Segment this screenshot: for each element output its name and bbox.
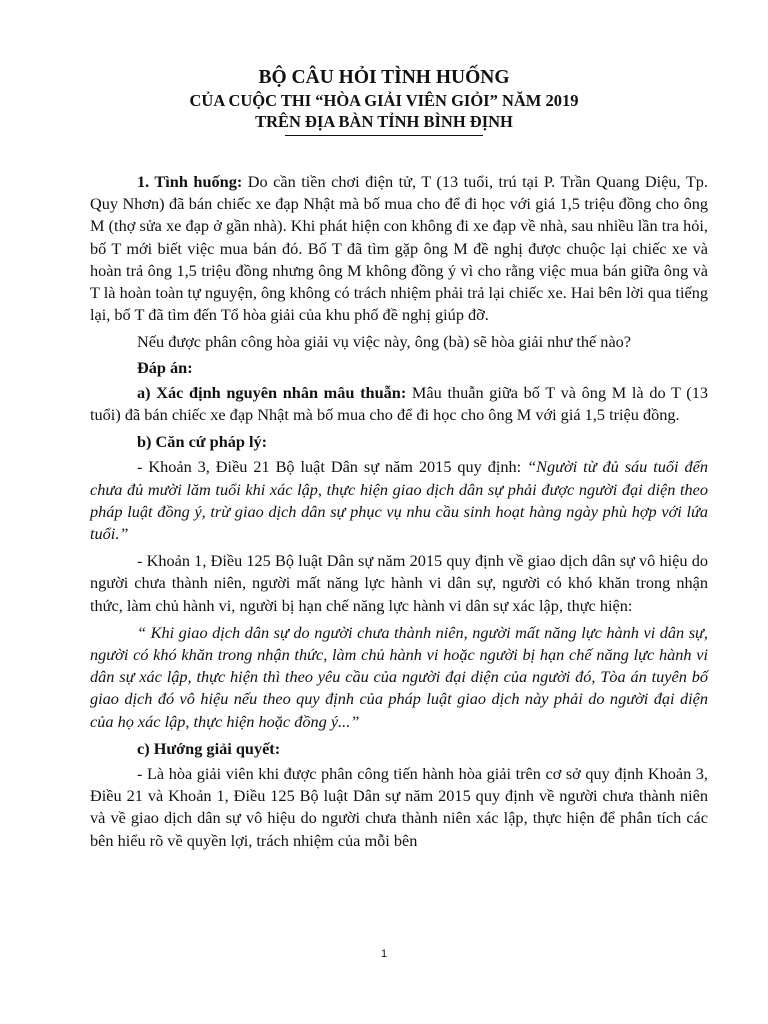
section-b-item1 xyxy=(90,456,708,545)
situation-text: Do cần tiền chơi điện tử, T (13 tuổi, trú tại P. Trần Quang Diệu, Tp. Quy Nhơn) đã bán chiếc xe đạp Nhật mà bố mua cho để đi học với giá 1,5 triệu đồng cho ông M (thợ sửa xe đạp ở gần nhà). Khi phát hiện con không đi xe đạp về nhà, sau nhiều lần tra hỏi, bố T mới biết việc mua bán đó. Bố T đã tìm gặp ông M đề nghị được chuộc lại chiếc xe và hoàn trả ông 1,5 triệu đồng nhưng ông M không đồng ý vì cho rằng việc mua bán giữa ông và T là hoàn toàn tự nguyện, ông không có trách nhiệm phải trả lại chiếc xe. Hai bên lời qua tiếng lại, bố T đã tìm đến Tổ hòa giải của khu phố đề nghị giúp đỡ. xyxy=(90,172,708,325)
section-b-item1-quote: “Người từ đủ sáu tuổi đến chưa đủ mười lăm tuổi khi xác lập, thực hiện giao dịch dân sự phải được người đại diện theo pháp luật đồng ý, trừ giao dịch dân sự phục vụ nhu cầu sinh hoạt hàng ngày phù hợp với lứa tuổi.” xyxy=(90,457,708,544)
section-a-label: a) Xác định nguyên nhân mâu thuẫn: xyxy=(137,382,407,402)
title-block xyxy=(0,66,768,136)
section-a-paragraph xyxy=(90,382,708,426)
section-c-label: c) Hướng giải quyết: xyxy=(137,738,281,758)
page-number: 1 xyxy=(380,948,388,960)
situation-paragraph xyxy=(90,171,708,326)
situation-label: 1. Tình huống: xyxy=(137,172,243,191)
document-subtitle-contest: CỦA CUỘC THI “HÒA GIẢI VIÊN GIỎI” NĂM 2019 xyxy=(189,91,579,110)
answer-label: Đáp án: xyxy=(137,357,193,377)
section-a-text: Mâu thuẫn giữa bố T và ông M là do T (13 tuổi) đã bán chiếc xe đạp Nhật mà bố mua cho để đi học cho ông M với giá 1,5 triệu đồng. xyxy=(90,382,708,425)
document-subtitle-province: TRÊN ĐỊA BÀN TỈNH BÌNH ĐỊNH xyxy=(255,112,513,131)
section-b-label: b) Căn cứ pháp lý: xyxy=(137,432,268,452)
title-underline xyxy=(285,135,483,136)
section-b-item2: - Khoản 1, Điều 125 Bộ luật Dân sự năm 2015 quy định về giao dịch dân sự vô hiệu do người chưa thành niên, người mất năng lực hành vi dân sự, người có khó khăn trong nhận thức, làm chủ hành vi, người bị hạn chế năng lực hành vi dân sự xác lập, thực hiện: xyxy=(90,551,708,615)
section-b-item1-prefix: - Khoản 3, Điều 21 Bộ luật Dân sự năm 2015 quy định: xyxy=(137,457,528,477)
document-title: BỘ CÂU HỎI TÌNH HUỐNG xyxy=(258,67,510,88)
document-body xyxy=(90,171,708,857)
question-paragraph: Nếu được phân công hòa giải vụ việc này, ông (bà) sẽ hòa giải như thế nào? xyxy=(137,332,632,352)
section-c-text: - Là hòa giải viên khi được phân công tiến hành hòa giải trên cơ sở quy định Khoản 3, Điều 21 và Khoản 1, Điều 125 Bộ luật Dân sự năm 2015 quy định về người chưa thành niên và về giao dịch dân sự vô hiệu do người chưa thành niên xác lập, thực hiện để phân tích các bên hiểu rõ về quyền lợi, trách nhiệm của mỗi bên xyxy=(90,764,708,850)
section-b-item2-quote: “ Khi giao dịch dân sự do người chưa thành niên, người mất năng lực hành vi dân sự, người có khó khăn trong nhận thức, làm chủ hành vi hoặc người bị hạn chế năng lực hành vi dân sự xác lập, thực hiện thì theo yêu cầu của người đại diện của người đó, Tòa án tuyên bố giao dịch đó vô hiệu nếu theo quy định của pháp luật giao dịch này phải do người đại diện của họ xác lập, thực hiện hoặc đồng ý...” xyxy=(90,622,708,731)
